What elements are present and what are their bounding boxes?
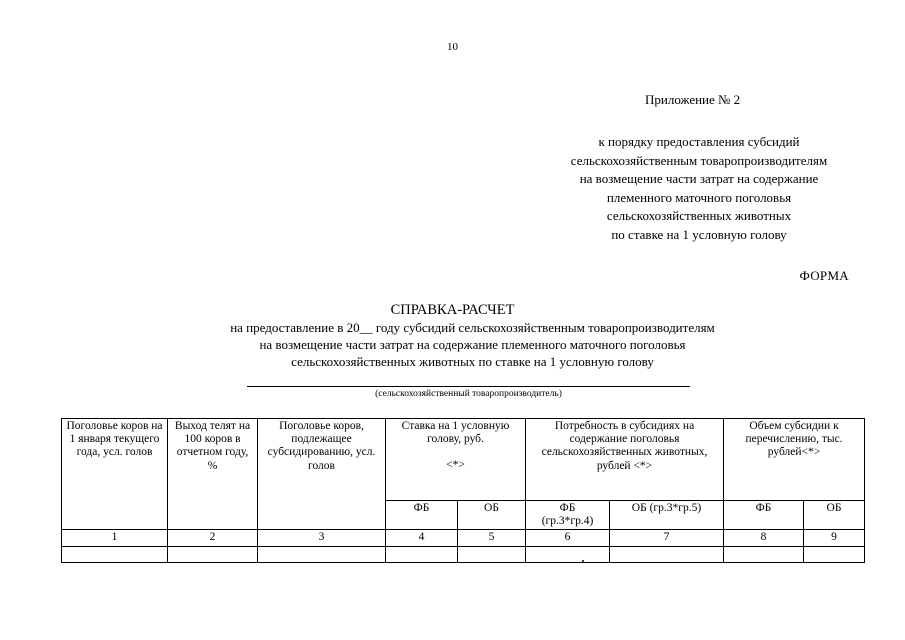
column-number: 2 <box>168 530 258 546</box>
form-label: ФОРМА <box>799 268 849 283</box>
subtitle-line: на возмещение части затрат на содержание племенного маточного поголовья <box>259 336 686 352</box>
table-cell-input[interactable] <box>526 546 610 562</box>
header-rate-note: <*> <box>446 459 465 472</box>
appendix-title: Приложение № 2 <box>645 92 741 107</box>
subheader-need-fb-label: ФБ <box>559 502 576 514</box>
subtitle-line: сельскохозяйственных животных по ставке на 1 условную голову <box>291 353 654 369</box>
column-number: 8 <box>724 530 804 546</box>
column-number: 3 <box>258 530 386 546</box>
table-cell-input[interactable] <box>258 546 386 562</box>
subheader-need-fb-formula: (гр.3*гр.4) <box>541 515 594 528</box>
header-herd-jan1: Поголовье коров на 1 января текущего года, усл. голов <box>62 419 168 530</box>
subheader-rate-fb: ФБ <box>386 501 458 530</box>
appendix-line: сельскохозяйственных животных <box>606 208 792 224</box>
header-subsidized-herd: Поголовье коров, подлежащее субсидированию, усл. голов <box>258 419 386 530</box>
table-cell-input[interactable] <box>386 546 458 562</box>
appendix-line: к порядку предоставления субсидий <box>598 134 800 149</box>
document-title: СПРАВКА-РАСЧЕТ <box>390 302 515 318</box>
calculation-table <box>61 418 865 563</box>
document-subtitle <box>0 320 905 370</box>
stray-mark <box>582 560 584 562</box>
page-number: 10 <box>447 41 458 53</box>
table-cell-input[interactable] <box>458 546 526 562</box>
subheader-need-fb <box>526 501 610 530</box>
table-row-empty <box>62 546 865 562</box>
table-cell-input[interactable] <box>62 546 168 562</box>
producer-signature-line[interactable] <box>247 386 690 387</box>
table-cell-input[interactable] <box>168 546 258 562</box>
header-rate-text: Ставка на 1 условную голову, руб. <box>401 420 510 446</box>
table-header-row <box>62 419 865 501</box>
header-subsidy-volume: Объем субсидии к перечислению, тыс. рублей<*> <box>724 419 865 501</box>
column-number: 9 <box>804 530 865 546</box>
appendix-line: племенного маточного поголовья <box>606 189 792 205</box>
column-number: 6 <box>526 530 610 546</box>
subheader-volume-fb: ФБ <box>724 501 804 530</box>
appendix-description <box>540 133 858 245</box>
appendix-line: сельскохозяйственным товаропроизводителям <box>570 152 828 168</box>
subheader-volume-ob: ОБ <box>804 501 865 530</box>
table-cell-input[interactable] <box>724 546 804 562</box>
table-cell-input[interactable] <box>804 546 865 562</box>
header-subsidy-need: Потребность в субсидиях на содержание поголовья сельскохозяйственных животных, рублей <*> <box>526 419 724 501</box>
column-number-row <box>62 530 865 546</box>
producer-caption: (сельскохозяйственный товаропроизводитель) <box>375 389 562 399</box>
header-rate <box>386 419 526 501</box>
column-number: 7 <box>610 530 724 546</box>
subheader-need-ob: ОБ (гр.3*гр.5) <box>610 501 724 530</box>
column-number: 4 <box>386 530 458 546</box>
header-calf-yield: Выход телят на 100 коров в отчетном году, % <box>168 419 258 530</box>
appendix-line: на возмещение части затрат на содержание <box>579 171 819 187</box>
appendix-line: по ставке на 1 условную голову <box>611 226 787 242</box>
column-number: 5 <box>458 530 526 546</box>
subheader-rate-ob: ОБ <box>458 501 526 530</box>
column-number: 1 <box>62 530 168 546</box>
table-cell-input[interactable] <box>610 546 724 562</box>
subtitle-line: на предоставление в 20__ году субсидий сельскохозяйственным товаропроизводителям <box>230 320 715 335</box>
